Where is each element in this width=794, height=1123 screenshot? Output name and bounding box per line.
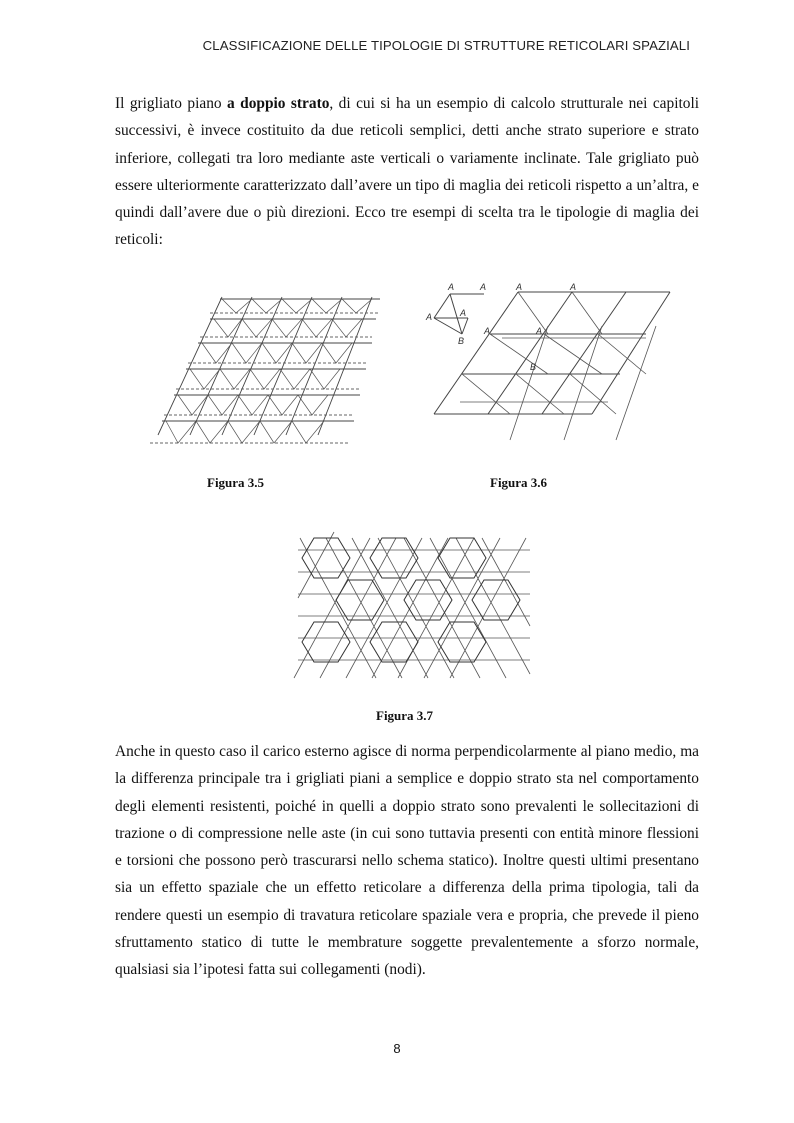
figure-3-6-caption: Figura 3.6 bbox=[490, 475, 548, 490]
running-header: CLASSIFICAZIONE DELLE TIPOLOGIE DI STRUTTURE RETICOLARI SPAZIALI bbox=[202, 38, 690, 53]
fig36-top-layer bbox=[434, 292, 670, 414]
figure-3-7-drawing bbox=[290, 528, 540, 688]
fig37-diagonals-left bbox=[300, 538, 530, 678]
fig36-label: A bbox=[484, 326, 491, 336]
fig36-label: B bbox=[458, 336, 465, 346]
fig36-label: B bbox=[530, 362, 537, 372]
fig36-label: A bbox=[570, 282, 577, 292]
fig36-bottom-layer bbox=[460, 292, 656, 440]
fig36-small-diagram bbox=[434, 294, 484, 334]
paragraph-intro-bold: a doppio strato bbox=[227, 95, 330, 112]
figure-3-5-drawing bbox=[140, 285, 385, 450]
fig36-label: A bbox=[426, 312, 433, 322]
fig36-label: A bbox=[448, 282, 455, 292]
figure-3-5-caption: Figura 3.5 bbox=[207, 475, 265, 490]
paragraph-intro-rest: , di cui si ha un esempio di calcolo strutturale nei capitoli successivi, è invece costituito da due reticoli semplici, detti anche strato superiore e strato inferiore, collegati tra loro mediante aste verticali o variamente inclinate. Tale grigliato può essere ulteriormente caratterizzato dall’avere un tipo di maglia dei reticoli rispetto a un’altra, e quindi dall’avere due o più direzioni. Ecco tre esempi di scelta tra le tipologie di maglia dei reticoli: bbox=[115, 95, 699, 249]
paragraph-body: Anche in questo caso il carico esterno agisce di norma perpendicolarmente al piano medio, ma la differenza principale tra i grigliati piani a semplice e doppio strato sta nel comportamento degli elementi resistenti, poiché in quelli a doppio strato sono prevalenti le sollecitazioni di trazione o di compressione nelle aste (in cui sono tuttavia presenti con entità minore flessioni e torsioni che possono però trascurarsi nello schema statico). Inoltre questi ultimi presentano sia un effetto spaziale che un effetto reticolare a differenza della prima tipologia, tali da rendere questi un esempio di travatura reticolare spaziale vera e propria, che prevede il pieno sfruttamento statico di tutte le membrature soggette prevalentemente a sforzo normale, qualsiasi sia l’ipotesi fatta sui collegamenti (nodi). bbox=[115, 743, 699, 979]
paragraph-intro-start: Il grigliato piano bbox=[115, 95, 228, 112]
fig36-label: A bbox=[516, 282, 523, 292]
figure-3-7-caption: Figura 3.7 bbox=[376, 708, 434, 723]
fig36-label: A bbox=[536, 326, 543, 336]
page-number: 8 bbox=[393, 1041, 401, 1056]
paragraph-intro bbox=[115, 90, 699, 254]
figure-3-6-drawing bbox=[420, 282, 690, 452]
fig36-label: A bbox=[480, 282, 487, 292]
fig36-label: A bbox=[460, 308, 467, 318]
